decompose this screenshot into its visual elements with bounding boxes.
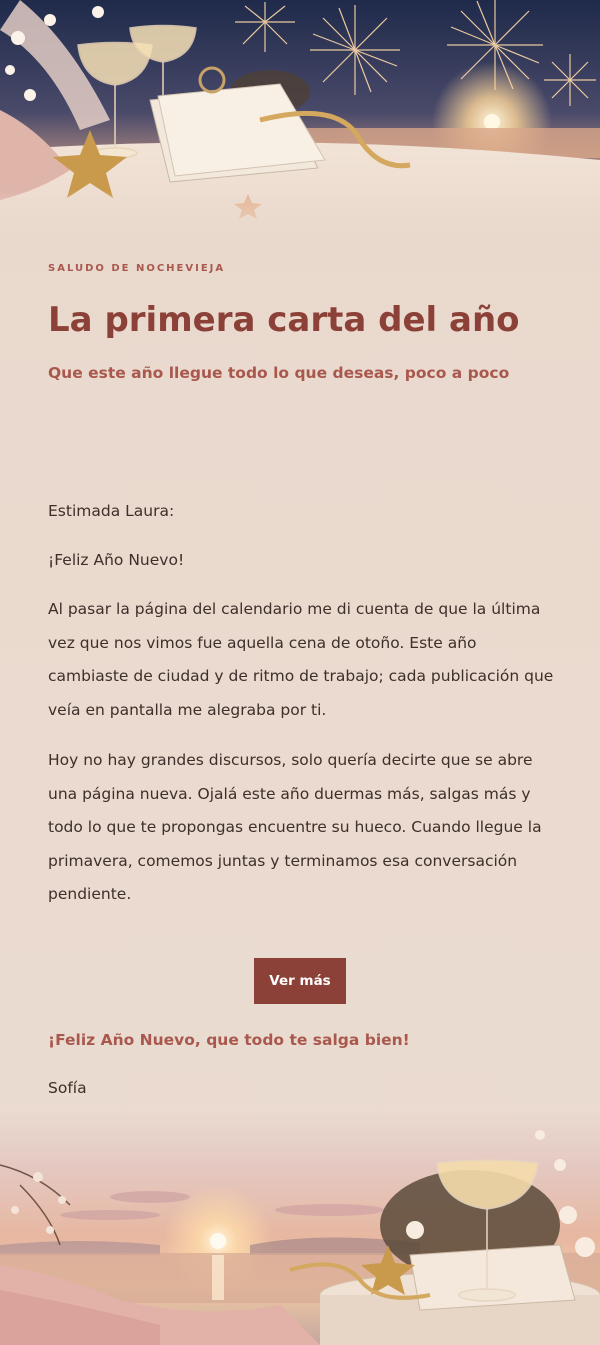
- eyebrow-label: SALUDO DE NOCHEVIEJA: [48, 263, 226, 274]
- signature: Sofía: [48, 1079, 87, 1097]
- closing-line: ¡Feliz Año Nuevo, que todo te salga bien!: [48, 1031, 410, 1049]
- body-paragraph: Al pasar la página del calendario me di cuenta de que la última vez que nos vimos fue aquella cena de otoño. Este año cambiaste de ciudad y de ritmo de trabajo; cada publicación que veía en pantalla me alegraba por ti.: [48, 600, 554, 719]
- page-title: La primera carta del año: [48, 300, 520, 340]
- subtitle: Que este año llegue todo lo que deseas, poco a poco: [48, 364, 510, 382]
- see-more-button[interactable]: Ver más: [254, 958, 346, 1004]
- greeting: Estimada Laura:: [48, 502, 175, 520]
- opening-line: ¡Feliz Año Nuevo!: [48, 551, 185, 569]
- footer-illustration: [0, 1105, 600, 1345]
- body-paragraph: Hoy no hay grandes discursos, solo quería decirte que se abre una página nueva. Ojalá este año duermas más, salgas más y todo lo que te propongas encuentre su hueco. Cuando llegue la primavera, comemos juntas y terminamos esa conversación pendiente.: [48, 751, 542, 903]
- header-illustration: [0, 0, 600, 250]
